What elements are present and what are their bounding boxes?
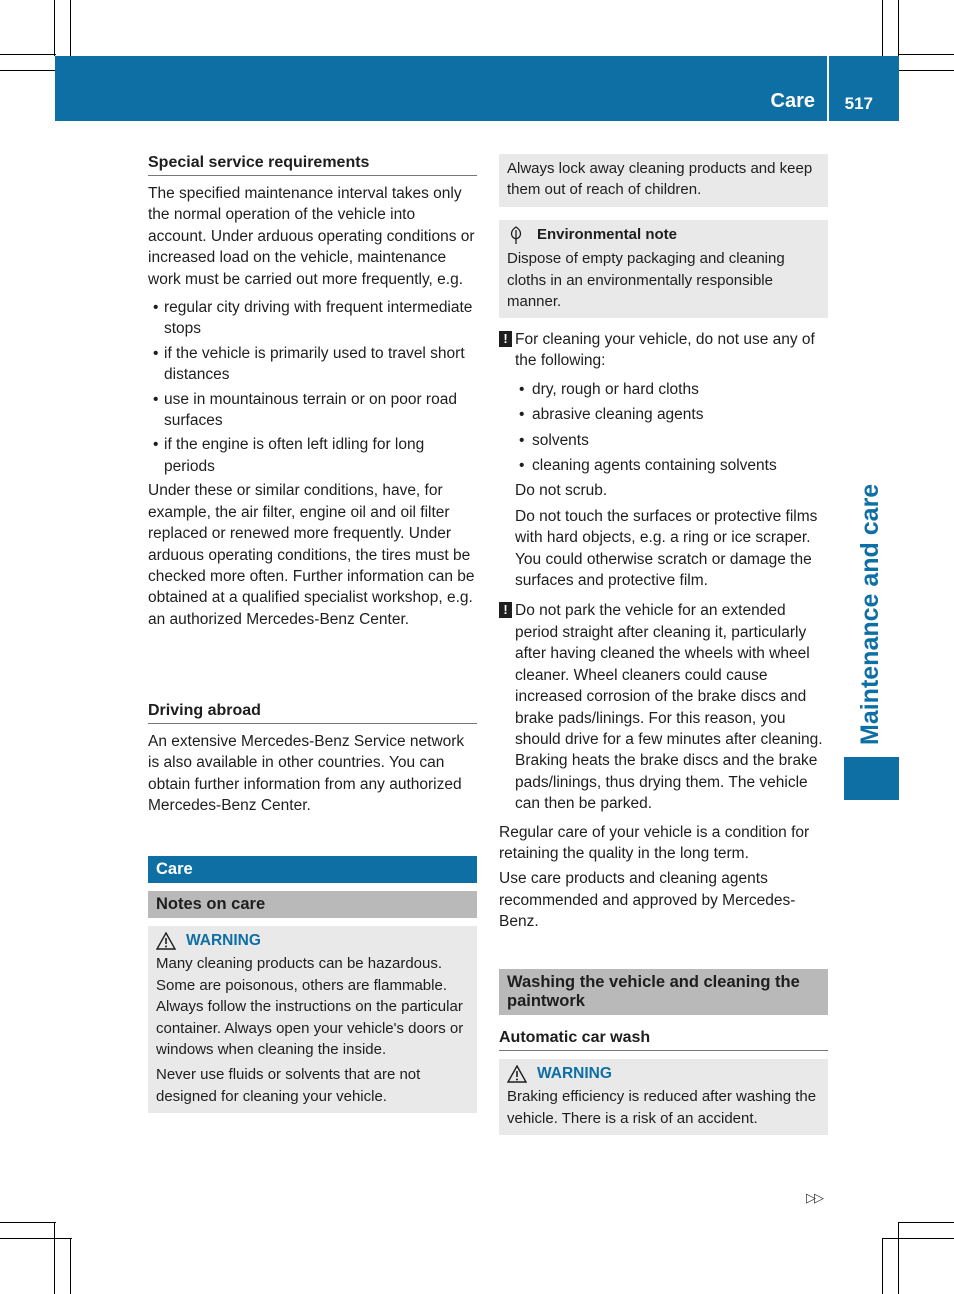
warning-header bbox=[507, 1063, 820, 1084]
note-intro: For cleaning your vehicle, do not use any of the following: bbox=[515, 331, 815, 370]
leaf-icon bbox=[507, 225, 525, 245]
crop-mark bbox=[0, 54, 56, 55]
environmental-note-box bbox=[499, 220, 828, 319]
crop-mark bbox=[70, 0, 71, 56]
warning-text: Braking efficiency is reduced after washing the vehicle. There is a risk of an accident. bbox=[507, 1088, 817, 1127]
crop-mark bbox=[0, 70, 56, 71]
warning-box bbox=[499, 1059, 828, 1135]
special-service-list bbox=[148, 297, 477, 477]
exclamation-icon: ! bbox=[499, 602, 512, 618]
crop-mark bbox=[882, 1238, 954, 1239]
body-text: Regular care of your vehicle is a condition for retaining the quality in the long term. bbox=[499, 823, 810, 862]
list-item: • cleaning agents containing solvents bbox=[499, 455, 828, 476]
body-text: Use care products and cleaning agents recommended and approved by Mercedes-Benz. bbox=[499, 870, 796, 931]
driving-abroad-heading: Driving abroad bbox=[148, 701, 477, 724]
list-item: • dry, rough or hard cloths bbox=[499, 379, 828, 400]
special-service-outro: Under these or similar conditions, have, for example, the air filter, engine oil and oil filter replaced or renewed more frequently. Under arduous operating conditions, the tires must be checked more often. Further information can be obtained at a qualified specialist workshop, e.g. an authorized Mercedes-Benz Center. bbox=[148, 482, 475, 628]
washing-heading-bar: Washing the vehicle and cleaning the paintwork bbox=[499, 969, 828, 1015]
note-text: Do not touch the surfaces or protective films with hard objects, e.g. a ring or ice scraper. You could otherwise scratch or damage the surfaces and protective film. bbox=[515, 507, 818, 590]
list-item: • regular city driving with frequent intermediate stops bbox=[148, 297, 477, 340]
crop-mark bbox=[898, 0, 899, 56]
cleaning-notes-section bbox=[499, 329, 828, 933]
crop-mark bbox=[0, 1238, 72, 1239]
list-item: • use in mountainous terrain or on poor road surfaces bbox=[148, 389, 477, 432]
section-title: Care bbox=[770, 90, 815, 112]
special-service-intro: The specified maintenance interval takes only the normal operation of the vehicle into account. Under arduous operating conditions or increased load on the vehicle, maintenance work must be carried out more frequently, e.g. bbox=[148, 185, 475, 288]
environmental-note-text: Dispose of empty packaging and cleaning cloths in an environmentally responsible manner. bbox=[507, 250, 785, 311]
note-block bbox=[499, 329, 828, 372]
page-number: 517 bbox=[844, 94, 873, 113]
driving-abroad-section bbox=[148, 701, 477, 817]
warning-triangle-icon bbox=[507, 1065, 527, 1083]
lock-away-text: Always lock away cleaning products and keep them out of reach of children. bbox=[507, 160, 813, 199]
list-item: • abrasive cleaning agents bbox=[499, 404, 828, 425]
washing-section bbox=[499, 969, 828, 1135]
crop-mark bbox=[898, 54, 954, 55]
warning-label: WARNING bbox=[186, 932, 261, 949]
warning-header bbox=[156, 930, 469, 951]
warning-text: Many cleaning products can be hazardous. Some are poisonous, others are flammable. Always follow the instructions on the particular container. Always open your vehicle's doors or windows when cleaning the inside. bbox=[156, 955, 464, 1059]
list-item: • if the vehicle is primarily used to travel short distances bbox=[148, 343, 477, 386]
header-divider bbox=[827, 56, 829, 121]
note-text: Do not scrub. bbox=[515, 482, 608, 500]
lock-away-section bbox=[499, 154, 828, 318]
warning-label: WARNING bbox=[537, 1065, 612, 1082]
crop-mark bbox=[0, 1222, 56, 1223]
crop-mark bbox=[898, 1222, 954, 1223]
list-item: • solvents bbox=[499, 430, 828, 451]
crop-mark bbox=[70, 1238, 71, 1294]
automatic-car-wash-heading: Automatic car wash bbox=[499, 1028, 828, 1051]
environmental-note-header bbox=[507, 224, 820, 245]
note-block bbox=[499, 600, 828, 814]
crop-mark bbox=[882, 1238, 883, 1294]
crop-mark bbox=[898, 1222, 899, 1294]
chapter-tab bbox=[844, 757, 899, 800]
chapter-tab-label: Maintenance and care bbox=[856, 483, 884, 745]
exclamation-icon: ! bbox=[499, 331, 512, 347]
continue-marker: ▷▷ bbox=[806, 1190, 822, 1205]
note-text: Do not park the vehicle for an extended period straight after cleaning it, particularly after having cleaned the wheels with wheel cleaner. Wheel cleaners could cause increased corrosion of the brake discs and brake pads/linings. For this reason, you should drive for a few minutes after cleaning. Braking heats the brake discs and the brake pads/linings, thus drying them. The vehicle can then be parked. bbox=[515, 602, 823, 813]
crop-mark bbox=[54, 1222, 55, 1294]
crop-mark bbox=[54, 0, 55, 56]
crop-mark bbox=[898, 70, 954, 71]
environmental-note-label: Environmental note bbox=[537, 225, 678, 243]
special-service-heading: Special service requirements bbox=[148, 153, 477, 176]
special-service-section bbox=[148, 153, 477, 630]
care-section bbox=[148, 856, 477, 1113]
warning-box bbox=[148, 926, 477, 1113]
driving-abroad-text: An extensive Mercedes-Benz Service network is also available in other countries. You can obtain further information from any authorized Mercedes-Benz Center. bbox=[148, 733, 465, 815]
list-item: • if the engine is often left idling for long periods bbox=[148, 434, 477, 477]
warning-triangle-icon bbox=[156, 932, 176, 950]
warning-text: Never use fluids or solvents that are not designed for cleaning your vehicle. bbox=[156, 1066, 421, 1105]
care-heading-bar: Care bbox=[148, 856, 477, 883]
notes-on-care-bar: Notes on care bbox=[148, 891, 477, 918]
page-header bbox=[55, 56, 899, 121]
lock-away-box bbox=[499, 154, 828, 207]
crop-mark bbox=[882, 0, 883, 56]
